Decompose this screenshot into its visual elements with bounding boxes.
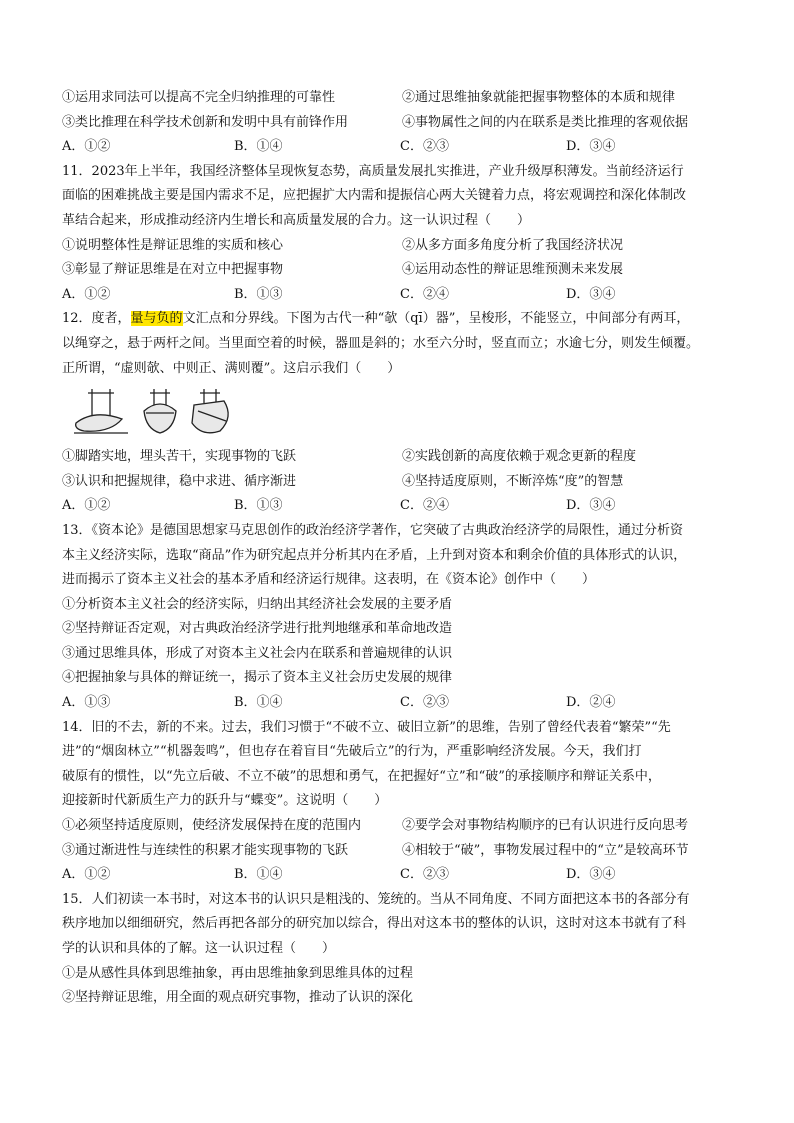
q13-option-3: ③通过思维具体，形成了对资本主义社会内在联系和普遍规律的认识 <box>62 645 453 661</box>
q11-option-3: ③彰显了辩证思维是在对立中把握事物 <box>62 262 284 278</box>
q11-choices <box>62 283 742 308</box>
q13-option-1: ①分析资本主义社会的经济实际，归纳出其经济社会发展的主要矛盾 <box>62 596 453 612</box>
q12-stem-start: 12．度者， <box>62 311 131 327</box>
q12-highlighted-text: 量与负的 <box>130 311 183 327</box>
q12-option-2: ②实践创新的高度依赖于观念更新的程度 <box>402 449 637 465</box>
q13-choice-c[interactable]: C．②③ <box>400 695 449 711</box>
q11-choice-a[interactable]: A．①② <box>62 286 111 302</box>
q14-option-2: ②要学会对事物结构顺序的已有认识进行反向思考 <box>402 818 689 834</box>
q12-choices <box>62 494 742 519</box>
qi-vessel-figure <box>70 387 742 439</box>
q13-choice-a[interactable]: A．①③ <box>62 695 111 711</box>
q12-options-row-2 <box>62 470 742 495</box>
vessel-full-icon <box>192 389 228 433</box>
q11-options-row-1 <box>62 234 742 259</box>
q14-choice-a[interactable]: A．①② <box>62 867 111 883</box>
q12-choice-d[interactable]: D．③④ <box>566 498 616 514</box>
q10-choice-d[interactable]: D．③④ <box>566 139 616 155</box>
q13-option-4: ④把握抽象与具体的辩证统一，揭示了资本主义社会历史发展的规律 <box>62 670 453 686</box>
q12-options-row-1 <box>62 445 742 470</box>
q14-options-row-2 <box>62 839 742 864</box>
q10-choice-b[interactable]: B．①④ <box>234 139 283 155</box>
q14-option-1: ①必须坚持适度原则，使经济发展保持在度的范围内 <box>62 818 362 834</box>
q10-option-4: ④事物属性之间的内在联系是类比推理的客观依据 <box>402 114 689 130</box>
q13-stem-line-2: 本主义经济实际，选取“商品”作为研究起点并分析其内在矛盾，上升到对资本和剩余价值的具体形式的认识， <box>62 547 687 563</box>
q13-option-2: ②坚持辩证否定观，对古典政治经济学进行批判地继承和革命地改造 <box>62 621 453 637</box>
q10-options-row-2 <box>62 111 742 136</box>
q15-stem-line-3: 学的认识和具体的了解。这一认识过程（ ） <box>62 941 336 956</box>
q10-options-row-1 <box>62 86 742 111</box>
q11-options-row-2 <box>62 258 742 283</box>
q14-stem-line-1: 14．旧的不去，新的不来。过去，我们习惯于“不破不立、破旧立新”的思维，告别了曾经代表着“繁荣”“先 <box>62 719 671 735</box>
vessel-half-icon <box>144 389 176 433</box>
q14-choices <box>62 863 742 888</box>
q15-option-2: ②坚持辩证思维，用全面的观点研究事物，推动了认识的深化 <box>62 990 414 1006</box>
q11-choice-d[interactable]: D．③④ <box>566 286 616 302</box>
q11-option-2: ②从多方面多角度分析了我国经济状况 <box>402 237 624 253</box>
q14-stem-line-2: 进”的“烟囱林立”“机器轰鸣”，但也存在着盲目“先破后立”的行为，严重影响经济发展。今天，我们打 <box>62 744 642 760</box>
q12-choice-b[interactable]: B．①③ <box>234 498 283 514</box>
q15-stem-line-2: 秩序地加以细细研究，然后再把各部分的研究加以综合，得出对这本书的整体的认识，这时对这本书就有了科 <box>62 916 687 932</box>
q12-choice-c[interactable]: C．②④ <box>400 498 449 514</box>
qi-vessel-illustration <box>70 387 240 439</box>
q14-option-3: ③通过渐进性与连续性的积累才能实现事物的飞跃 <box>62 842 349 858</box>
q12-option-1: ①脚踏实地，埋头苦干，实现事物的飞跃 <box>62 449 297 465</box>
q13-stem-line-3: 进而揭示了资本主义社会的基本矛盾和经济运行规律。这表明，在《资本论》创作中（ ） <box>62 572 596 588</box>
q15-option-1: ①是从感性具体到思维抽象，再由思维抽象到思维具体的过程 <box>62 965 414 981</box>
q10-choice-a[interactable]: A．①② <box>62 139 111 155</box>
q14-options-row-1 <box>62 814 742 839</box>
q14-choice-d[interactable]: D．③④ <box>566 867 616 883</box>
q12-stem-line-3: 正所谓，“虚则欹、中则正、满则覆”。这启示我们（ ） <box>62 360 401 376</box>
q12-option-3: ③认识和把握规律，稳中求进、循序渐进 <box>62 473 297 489</box>
q11-stem-line-2: 面临的困难挑战主要是国内需求不足，应把握扩大内需和提振信心两大关键着力点，将宏观调控和深化体制改 <box>62 188 687 204</box>
q10-option-2: ②通过思维抽象就能把握事物整体的本质和规律 <box>402 90 676 105</box>
q12-stem-line-1 <box>62 307 742 332</box>
q10-choices <box>62 135 742 160</box>
q14-stem-line-3: 破原有的惯性，以“先立后破、不立不破”的思想和勇气，在把握好“立”和“破”的承接顺序和辩证关系中， <box>62 768 661 784</box>
q13-choice-b[interactable]: B．①④ <box>234 695 283 711</box>
exam-page <box>62 86 742 1011</box>
q10-choice-c[interactable]: C．②③ <box>400 139 449 155</box>
q10-option-3: ③类比推理在科学技术创新和发明中具有前锋作用 <box>62 114 349 130</box>
q11-stem-line-1: 11．2023年上半年，我国经济整体呈现恢复态势，高质量发展扎实推进，产业升级厚积薄发。当前经济运行 <box>62 163 684 179</box>
q11-option-4: ④运用动态性的辩证思维预测未来发展 <box>402 262 624 278</box>
q14-choice-b[interactable]: B．①④ <box>234 867 283 883</box>
q13-stem-line-1: 13．《资本论》是德国思想家马克思创作的政治经济学著作，它突破了古典政治经济学的局限性，通过分析资 <box>62 522 684 538</box>
q14-choice-c[interactable]: C．②③ <box>400 867 449 883</box>
q11-stem-line-3: 革结合起来，形成推动经济内生增长和高质量发展的合力。这一认识过程（ ） <box>62 212 531 228</box>
q12-stem-rest: 文汇点和分界线。下图为古代一种“欹（qī）器”，呈梭形，不能竖立，中间部分有两耳， <box>182 311 690 327</box>
q13-choices <box>62 691 742 716</box>
q13-choice-d[interactable]: D．②④ <box>566 695 616 711</box>
q11-option-1: ①说明整体性是辩证思维的实质和核心 <box>62 237 284 253</box>
q11-choice-c[interactable]: C．②④ <box>400 286 449 302</box>
q10-option-1: ①运用求同法可以提高不完全归纳推理的可靠性 <box>62 90 336 105</box>
q14-option-4: ④相较于“破”，事物发展过程中的“立”是较高环节 <box>402 842 689 858</box>
q14-stem-line-4: 迎接新时代新质生产力的跃升与“蝶变”。这说明（ ） <box>62 793 388 809</box>
q12-option-4: ④坚持适度原则，不断淬炼“度”的智慧 <box>402 473 624 489</box>
q12-stem-line-2: 以绳穿之，悬于两杆之间。当里面空着的时候，器皿是斜的；水至六分时，竖直而立；水逾七分，则发生倾覆。 <box>62 335 700 351</box>
q12-choice-a[interactable]: A．①② <box>62 498 111 514</box>
q11-choice-b[interactable]: B．①③ <box>234 286 283 302</box>
q15-stem-line-1: 15．人们初读一本书时，对这本书的认识只是粗浅的、笼统的。当从不同角度、不同方面把这本书的各部分有 <box>62 891 690 907</box>
vessel-empty-icon <box>74 389 128 433</box>
